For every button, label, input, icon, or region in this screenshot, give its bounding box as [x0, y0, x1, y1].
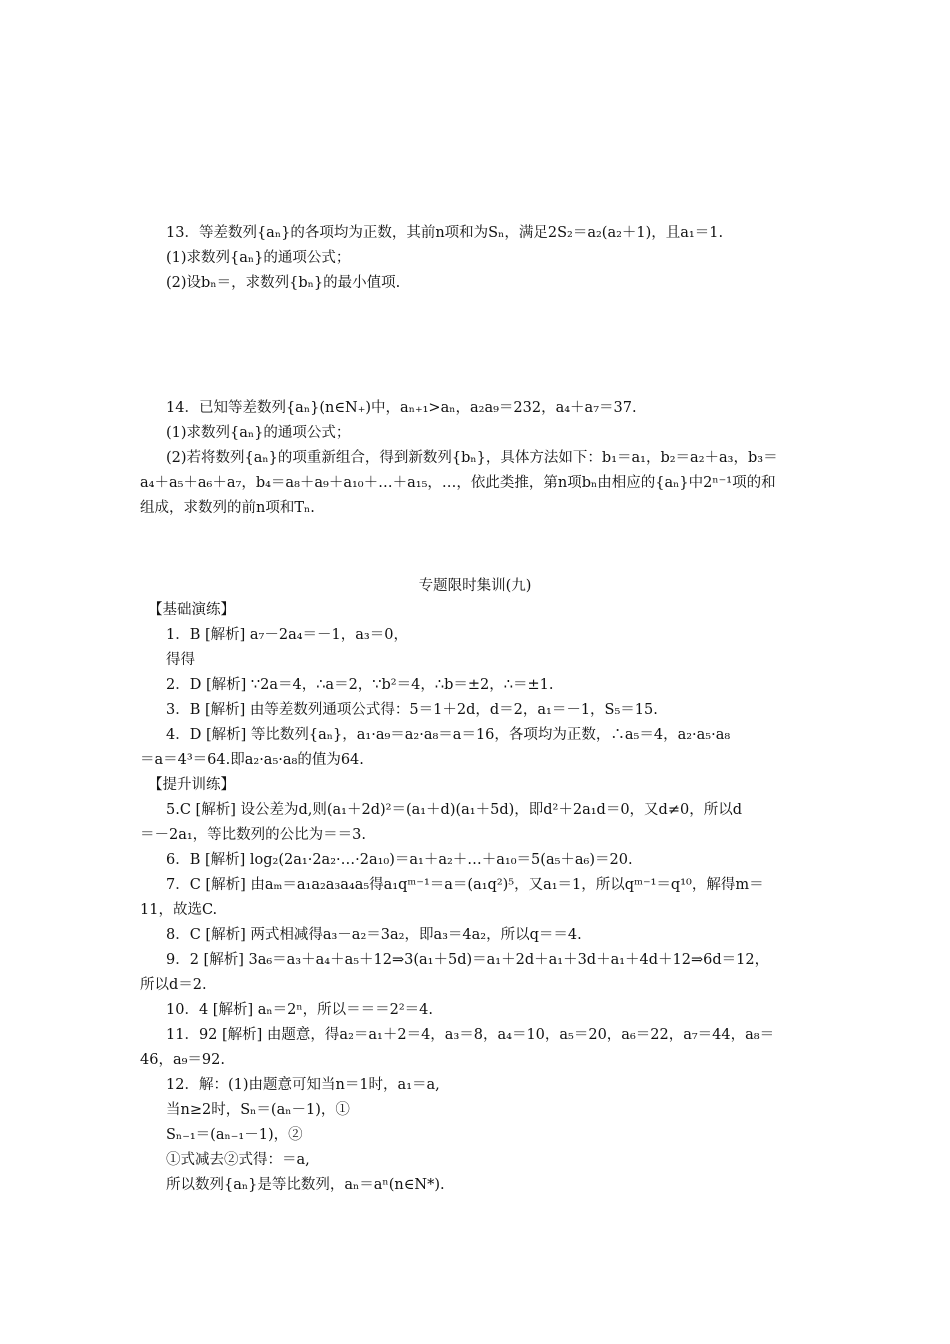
- problem-14-part-2-line-2: a₄＋a₅＋a₆＋a₇，b₄＝a₈＋a₉＋a₁₀＋…＋a₁₅，…，依此类推，第n项bₙ由相应的{aₙ}中2ⁿ⁻¹项的和: [140, 475, 776, 491]
- problem-13-part-2: (2)设bₙ＝，求数列{bₙ}的最小值项.: [166, 275, 401, 291]
- answer-2: 2．D [解析] ∵2a＝4，∴a＝2，∵b²＝4，∴b＝±2，∴＝±1.: [166, 677, 554, 693]
- answer-12-line-1: 12．解：(1)由题意可知当n＝1时，a₁＝a,: [166, 1077, 440, 1093]
- answer-9-line-1: 9．2 [解析] 3a₆＝a₃＋a₄＋a₅＋12⇒3(a₁＋5d)＝a₁＋2d＋a₁＋3d＋a₁＋4d＋12⇒6d＝12，: [166, 952, 770, 968]
- answer-12-line-4: ①式减去②式得：＝a,: [166, 1152, 310, 1168]
- answer-7-line-2: 11，故选C.: [140, 902, 218, 918]
- answer-7-line-1: 7．C [解析] 由aₘ＝a₁a₂a₃a₄a₅得a₁qᵐ⁻¹＝a＝(a₁q²)⁵，又a₁＝1，所以qᵐ⁻¹＝q¹⁰，解得m＝: [166, 877, 764, 893]
- problem-14-part-1: (1)求数列{aₙ}的通项公式；: [166, 425, 351, 441]
- answer-5-line-1: 5.C [解析] 设公差为d,则(a₁＋2d)²＝(a₁＋d)(a₁＋5d)，即d²＋2a₁d＝0，又d≠0，所以d: [166, 802, 742, 818]
- answer-4-line-2: ＝a＝4³＝64.即a₂·a₅·a₈的值为64.: [140, 752, 364, 768]
- answer-9-line-2: 所以d＝2.: [140, 977, 207, 993]
- answer-6: 6．B [解析] log₂(2a₁·2a₂·…·2a₁₀)＝a₁＋a₂＋…＋a₁₀＝5(a₅＋a₆)＝20.: [166, 852, 633, 868]
- section-basic-heading: 【基础演练】: [148, 602, 235, 618]
- answer-5-line-2: ＝－2a₁，等比数列的公比为＝＝3.: [140, 827, 367, 843]
- answer-12-line-5: 所以数列{aₙ}是等比数列，aₙ＝aⁿ(n∈N*).: [166, 1177, 445, 1193]
- answer-11-line-2: 46，a₉＝92.: [140, 1052, 225, 1068]
- problem-14-part-2-line-1: (2)若将数列{aₙ}的项重新组合，得到新数列{bₙ}，具体方法如下：b₁＝a₁，b₂＝a₂＋a₃，b₃＝: [166, 450, 778, 466]
- problem-13-part-1: (1)求数列{aₙ}的通项公式；: [166, 250, 351, 266]
- answers-title: 专题限时集训(九): [418, 578, 532, 594]
- answer-11-line-1: 11．92 [解析] 由题意，得a₂＝a₁＋2＝4，a₃＝8，a₄＝10，a₅＝20，a₆＝22，a₇＝44，a₈＝: [166, 1027, 775, 1043]
- answer-4-line-1: 4．D [解析] 等比数列{aₙ}，a₁·a₉＝a₂·a₈＝a＝16，各项均为正数，∴a₅＝4，a₂·a₅·a₈: [166, 727, 731, 743]
- problem-13-stem: 13．等差数列{aₙ}的各项均为正数，其前n项和为Sₙ，满足2S₂＝a₂(a₂＋1)，且a₁＝1.: [166, 225, 724, 241]
- answer-12-line-2: 当n≥2时，Sₙ＝(aₙ－1)，①: [166, 1102, 350, 1118]
- answer-1-line-1: 1．B [解析] a₇－2a₄＝－1，a₃＝0，: [166, 627, 408, 643]
- problem-14-part-2-line-3: 组成，求数列的前n项和Tₙ.: [140, 500, 315, 516]
- answer-8: 8．C [解析] 两式相减得a₃－a₂＝3a₂，即a₃＝4a₂，所以q＝＝4.: [166, 927, 582, 943]
- answer-10: 10．4 [解析] aₙ＝2ⁿ，所以＝＝＝2²＝4.: [166, 1002, 433, 1018]
- section-advanced-heading: 【提升训练】: [148, 777, 235, 793]
- answer-3: 3．B [解析] 由等差数列通项公式得：5＝1＋2d，d＝2，a₁＝－1，S₅＝15.: [166, 702, 658, 718]
- answer-1-line-2: 得得: [166, 652, 195, 668]
- answer-12-line-3: Sₙ₋₁＝(aₙ₋₁－1)，②: [166, 1127, 303, 1143]
- problem-14-stem: 14．已知等差数列{aₙ}(n∈N₊)中，aₙ₊₁>aₙ，a₂a₉＝232，a₄＋a₇＝37.: [166, 400, 637, 416]
